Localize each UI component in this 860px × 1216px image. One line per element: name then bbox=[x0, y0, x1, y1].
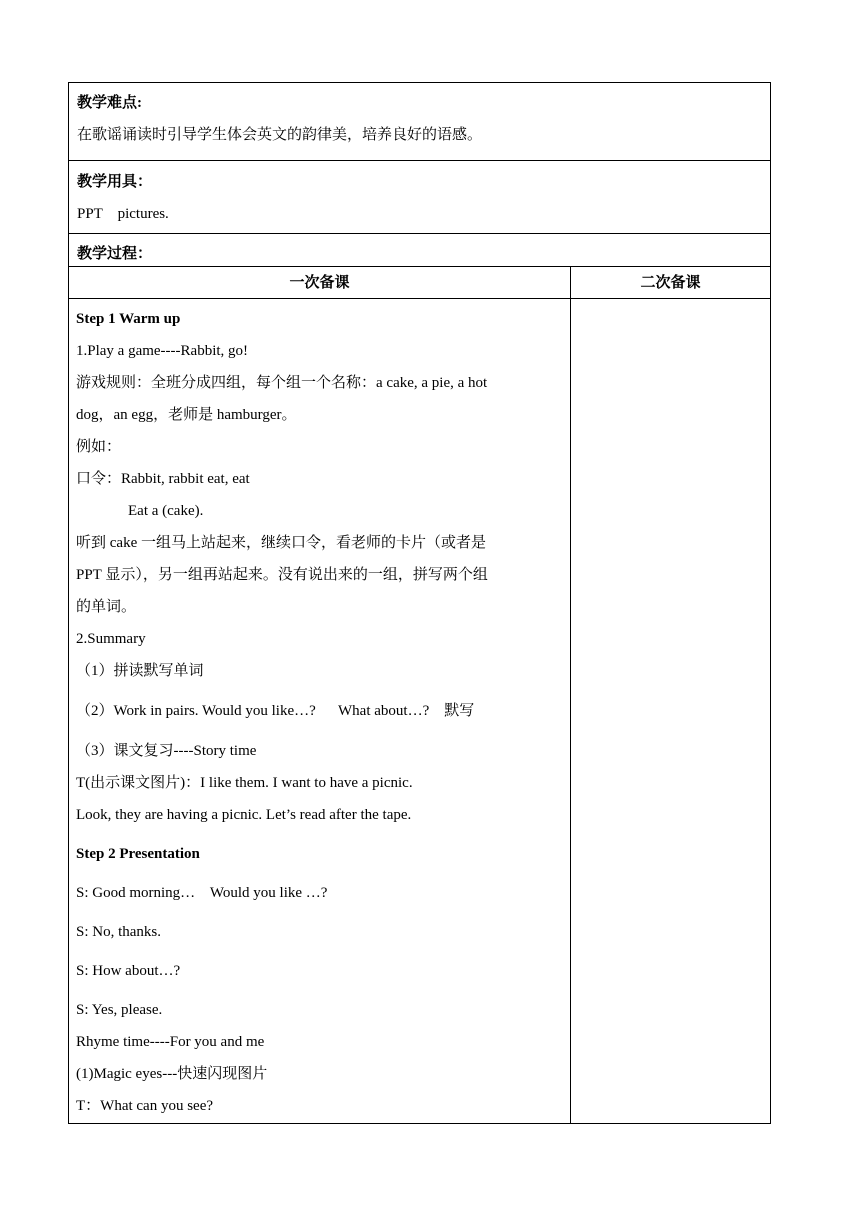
text-line: （1）拼读默写单词 bbox=[76, 663, 204, 679]
column-second-prep bbox=[571, 267, 770, 1123]
column-first-prep bbox=[69, 267, 571, 1123]
lesson-plan-document bbox=[68, 82, 771, 1124]
step-heading: Step 2 Presentation bbox=[76, 846, 200, 862]
text-line: dog，an egg，老师是 hamburger。 bbox=[76, 407, 297, 423]
column-header: 二次备课 bbox=[571, 267, 770, 299]
text-line: （2）Work in pairs. Would you like…? What about…? 默写 bbox=[76, 703, 475, 719]
section-heading: 教学用具： bbox=[77, 174, 153, 190]
text-line: S: No, thanks. bbox=[76, 924, 162, 940]
column-header: 一次备课 bbox=[69, 267, 570, 299]
section-heading: 教学难点: bbox=[77, 95, 142, 111]
text-line: 游戏规则：全班分成四组，每个组一个名称：a cake, a pie, a hot bbox=[76, 375, 488, 391]
step-heading: Step 1 Warm up bbox=[76, 311, 181, 327]
text-line: T：What can you see? bbox=[76, 1098, 214, 1114]
section-teaching-difficulty bbox=[68, 82, 771, 160]
section-heading: 教学过程： bbox=[77, 246, 153, 262]
text-line: Eat a (cake). bbox=[128, 503, 204, 519]
text-line: 口令：Rabbit, rabbit eat, eat bbox=[76, 471, 250, 487]
text-line: 的单词。 bbox=[76, 599, 137, 615]
text-line: S: Yes, please. bbox=[76, 1002, 163, 1018]
column-body bbox=[69, 299, 570, 1116]
text-line: S: Good morning… Would you like …? bbox=[76, 885, 328, 901]
text-line: S: How about…? bbox=[76, 963, 181, 979]
process-table bbox=[68, 266, 771, 1124]
text-line: Rhyme time----For you and me bbox=[76, 1034, 265, 1050]
text-line: Look, they are having a picnic. Let’s read after the tape. bbox=[76, 807, 412, 823]
text-line: 2.Summary bbox=[76, 631, 146, 647]
text-line: （3）课文复习----Story time bbox=[76, 743, 257, 759]
text-line: (1)Magic eyes---快速闪现图片 bbox=[76, 1066, 268, 1082]
text-line: T(出示课文图片)：I like them. I want to have a picnic. bbox=[76, 775, 413, 791]
section-teaching-tools bbox=[68, 160, 771, 233]
text-line: 例如： bbox=[76, 439, 122, 455]
text-line: PPT 显示），另一组再站起来。没有说出来的一组，拼写两个组 bbox=[76, 567, 488, 583]
section-teaching-process bbox=[68, 233, 771, 266]
section-text: 在歌谣诵读时引导学生体会英文的韵律美，培养良好的语感。 bbox=[77, 127, 483, 143]
text-line: 听到 cake 一组马上站起来，继续口令，看老师的卡片（或者是 bbox=[76, 535, 486, 551]
section-text: PPT pictures. bbox=[77, 206, 169, 222]
text-line: 1.Play a game----Rabbit, go! bbox=[76, 343, 249, 359]
